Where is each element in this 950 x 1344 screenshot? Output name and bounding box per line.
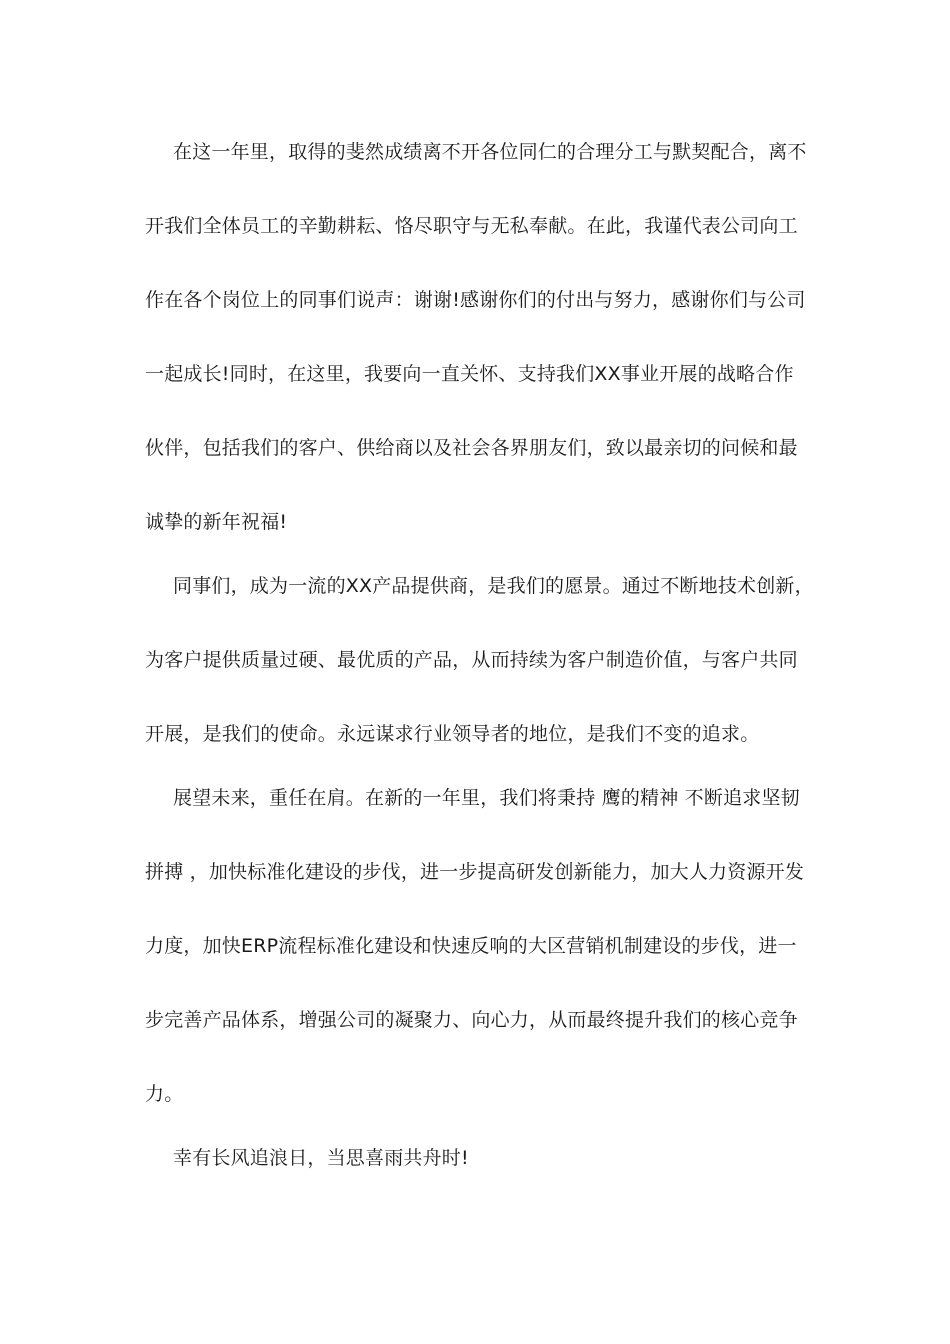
paragraph-line: 力度，加快ERP流程标准化建设和快速反响的大区营销机制建设的步伐，进一 [145, 935, 797, 957]
paragraph-line: 开我们全体员工的辛勤耕耘、恪尽职守与无私奉献。在此，我谨代表公司向工 [145, 215, 798, 237]
paragraph-line: 作在各个岗位上的同事们说声：谢谢!感谢你们的付出与努力，感谢你们与公司 [145, 289, 806, 311]
paragraph-line: 步完善产品体系，增强公司的凝聚力、向心力，从而最终提升我们的核心竞争 [145, 1009, 798, 1031]
paragraph-line: 拼搏 ，加快标准化建设的步伐，进一步提高研发创新能力，加大人力资源开发 [145, 861, 805, 883]
paragraph-line: 幸有长风追浪日，当思喜雨共舟时! [173, 1147, 469, 1169]
paragraph-line: 在这一年里，取得的斐然成绩离不开各位同仁的合理分工与默契配合，离不 [173, 141, 807, 163]
paragraph-line: 力。 [145, 1083, 184, 1105]
paragraph-line: 开展，是我们的使命。永远谋求行业领导者的地位，是我们不变的追求。 [145, 723, 760, 745]
paragraph-line: 一起成长!同时，在这里，我要向一直关怀、支持我们XX事业开展的战略合作 [145, 363, 794, 385]
paragraph-line: 诚挚的新年祝福! [145, 511, 288, 533]
paragraph-line: 同事们，成为一流的XX产品提供商，是我们的愿景。通过不断地技术创新， [173, 575, 814, 597]
paragraph-line: 伙伴，包括我们的客户、供给商以及社会各界朋友们，致以最亲切的问候和最 [145, 437, 798, 459]
paragraph-line: 展望未来，重任在肩。在新的一年里，我们将秉持 鹰的精神 不断追求坚韧 [173, 787, 800, 809]
paragraph-line: 为客户提供质量过硬、最优质的产品，从而持续为客户制造价值，与客户共同 [145, 649, 798, 671]
